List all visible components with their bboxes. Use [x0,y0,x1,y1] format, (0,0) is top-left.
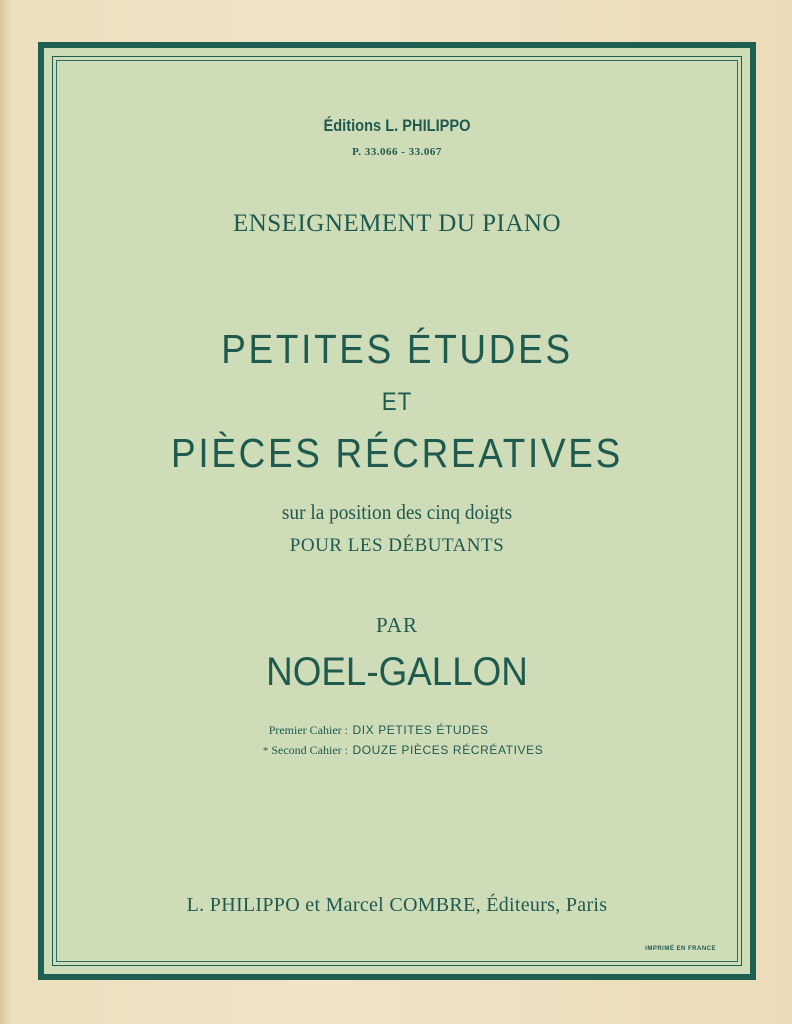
imprint: L. PHILIPPO et Marcel COMBRE, Éditeurs, Paris [186,894,608,916]
volume-title: DOUZE PIÈCES RÉCRÉATIVES [352,743,544,757]
series-title: ENSEIGNEMENT DU PIANO [232,210,562,237]
main-title-line2: PIÈCES RÉCREATIVES [171,430,623,476]
catalog-number: P. 33.066 - 33.067 [352,146,442,158]
volume-label: Premier Cahier : [268,723,348,737]
cover-panel [38,42,756,980]
by-label: PAR [376,613,418,637]
volume-item [234,720,543,740]
main-title-line1: PETITES ÉTUDES [221,326,573,372]
printed-in-label: IMPRIMÉ EN FRANCE [645,946,716,952]
volume-label: * Second Cahier : [262,743,348,757]
main-title-conjunction: ET [381,388,413,416]
composer-name: NOEL-GALLON [266,650,528,694]
volume-item [234,740,543,760]
volume-title: DIX PETITES ÉTUDES [352,723,489,737]
audience: POUR LES DÉBUTANTS [289,535,505,556]
subtitle: sur la position des cinq doigts [281,500,513,524]
volume-list [234,720,543,760]
volume-marker: * [262,745,269,757]
publisher-name: Éditions L. PHILIPPO [323,116,471,135]
